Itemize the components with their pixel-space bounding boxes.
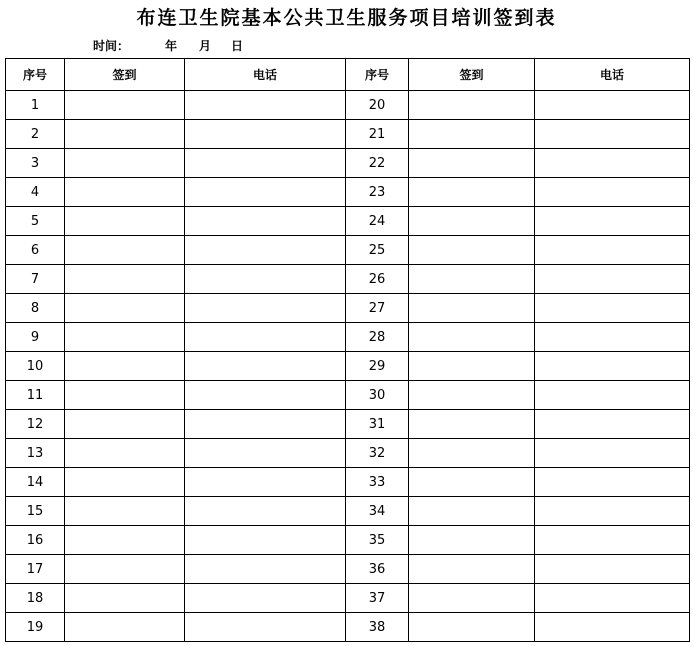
- signature-cell-left[interactable]: [65, 381, 185, 410]
- date-label: 时间：: [93, 39, 130, 53]
- seq-cell-right: 26: [346, 265, 409, 294]
- signature-cell-right[interactable]: [409, 439, 535, 468]
- signature-cell-right[interactable]: [409, 149, 535, 178]
- seq-cell-right: 29: [346, 352, 409, 381]
- phone-cell-right[interactable]: [535, 439, 690, 468]
- signature-cell-right[interactable]: [409, 352, 535, 381]
- phone-cell-left[interactable]: [185, 555, 346, 584]
- header-phone-left: 电话: [185, 59, 346, 91]
- signature-cell-left[interactable]: [65, 468, 185, 497]
- signature-cell-left[interactable]: [65, 439, 185, 468]
- year-label: 年: [165, 39, 178, 53]
- signature-cell-left[interactable]: [65, 91, 185, 120]
- seq-cell-left: 9: [6, 323, 65, 352]
- phone-cell-right[interactable]: [535, 381, 690, 410]
- phone-cell-right[interactable]: [535, 149, 690, 178]
- table-row: [6, 178, 690, 207]
- signature-cell-left[interactable]: [65, 555, 185, 584]
- signature-cell-left[interactable]: [65, 207, 185, 236]
- seq-cell-left: 6: [6, 236, 65, 265]
- phone-cell-right[interactable]: [535, 613, 690, 642]
- signature-cell-left[interactable]: [65, 526, 185, 555]
- phone-cell-right[interactable]: [535, 323, 690, 352]
- signature-cell-right[interactable]: [409, 526, 535, 555]
- phone-cell-right[interactable]: [535, 526, 690, 555]
- phone-cell-right[interactable]: [535, 178, 690, 207]
- seq-cell-right: 37: [346, 584, 409, 613]
- table-row: [6, 381, 690, 410]
- seq-cell-left: 18: [6, 584, 65, 613]
- signature-cell-right[interactable]: [409, 207, 535, 236]
- signature-cell-left[interactable]: [65, 120, 185, 149]
- header-seq-right: 序号: [346, 59, 409, 91]
- sign-in-table: [5, 58, 690, 642]
- phone-cell-left[interactable]: [185, 497, 346, 526]
- table-row: [6, 236, 690, 265]
- signature-cell-right[interactable]: [409, 323, 535, 352]
- table-row: [6, 120, 690, 149]
- seq-cell-right: 27: [346, 294, 409, 323]
- table-row: [6, 439, 690, 468]
- signature-cell-left[interactable]: [65, 236, 185, 265]
- table-row: [6, 207, 690, 236]
- signature-cell-right[interactable]: [409, 381, 535, 410]
- seq-cell-right: 36: [346, 555, 409, 584]
- signature-cell-left[interactable]: [65, 294, 185, 323]
- phone-cell-left[interactable]: [185, 584, 346, 613]
- header-seq-left: 序号: [6, 59, 65, 91]
- phone-cell-left[interactable]: [185, 613, 346, 642]
- header-signature-left: 签到: [65, 59, 185, 91]
- phone-cell-right[interactable]: [535, 265, 690, 294]
- seq-cell-right: 28: [346, 323, 409, 352]
- phone-cell-right[interactable]: [535, 91, 690, 120]
- seq-cell-left: 7: [6, 265, 65, 294]
- seq-cell-left: 19: [6, 613, 65, 642]
- seq-cell-left: 5: [6, 207, 65, 236]
- table-row: [6, 91, 690, 120]
- seq-cell-right: 23: [346, 178, 409, 207]
- phone-cell-left[interactable]: [185, 526, 346, 555]
- table-row: [6, 410, 690, 439]
- phone-cell-left[interactable]: [185, 439, 346, 468]
- header-row: [6, 59, 690, 91]
- seq-cell-left: 11: [6, 381, 65, 410]
- phone-cell-left[interactable]: [185, 468, 346, 497]
- seq-cell-left: 4: [6, 178, 65, 207]
- page-title: 布连卫生院基本公共卫生服务项目培训签到表: [136, 7, 557, 29]
- seq-cell-left: 8: [6, 294, 65, 323]
- seq-cell-left: 15: [6, 497, 65, 526]
- signature-cell-left[interactable]: [65, 323, 185, 352]
- seq-cell-left: 17: [6, 555, 65, 584]
- phone-cell-left[interactable]: [185, 207, 346, 236]
- signature-cell-left[interactable]: [65, 178, 185, 207]
- phone-cell-right[interactable]: [535, 497, 690, 526]
- phone-cell-left[interactable]: [185, 120, 346, 149]
- table-row: [6, 526, 690, 555]
- table-row: [6, 613, 690, 642]
- phone-cell-right[interactable]: [535, 468, 690, 497]
- phone-cell-left[interactable]: [185, 236, 346, 265]
- phone-cell-right[interactable]: [535, 236, 690, 265]
- phone-cell-left[interactable]: [185, 149, 346, 178]
- phone-cell-left[interactable]: [185, 265, 346, 294]
- seq-cell-right: 25: [346, 236, 409, 265]
- signature-cell-right[interactable]: [409, 584, 535, 613]
- phone-cell-right[interactable]: [535, 555, 690, 584]
- signature-cell-right[interactable]: [409, 294, 535, 323]
- header-signature-right: 签到: [409, 59, 535, 91]
- table-body: [6, 91, 690, 642]
- seq-cell-right: 38: [346, 613, 409, 642]
- table-row: [6, 323, 690, 352]
- table-row: [6, 352, 690, 381]
- table-row: [6, 149, 690, 178]
- signature-cell-right[interactable]: [409, 236, 535, 265]
- table-row: [6, 265, 690, 294]
- seq-cell-right: 35: [346, 526, 409, 555]
- phone-cell-right[interactable]: [535, 120, 690, 149]
- seq-cell-left: 16: [6, 526, 65, 555]
- signature-cell-left[interactable]: [65, 497, 185, 526]
- phone-cell-right[interactable]: [535, 352, 690, 381]
- seq-cell-right: 30: [346, 381, 409, 410]
- phone-cell-right[interactable]: [535, 584, 690, 613]
- signature-cell-right[interactable]: [409, 178, 535, 207]
- phone-cell-right[interactable]: [535, 294, 690, 323]
- seq-cell-right: 32: [346, 439, 409, 468]
- signature-cell-right[interactable]: [409, 410, 535, 439]
- table-row: [6, 584, 690, 613]
- signature-cell-left[interactable]: [65, 410, 185, 439]
- signature-cell-left[interactable]: [65, 265, 185, 294]
- seq-cell-right: 31: [346, 410, 409, 439]
- signature-cell-left[interactable]: [65, 584, 185, 613]
- signature-cell-right[interactable]: [409, 120, 535, 149]
- seq-cell-left: 13: [6, 439, 65, 468]
- table-row: [6, 294, 690, 323]
- signature-cell-left[interactable]: [65, 613, 185, 642]
- signature-cell-right[interactable]: [409, 497, 535, 526]
- seq-cell-left: 1: [6, 91, 65, 120]
- table-row: [6, 555, 690, 584]
- signature-cell-right[interactable]: [409, 613, 535, 642]
- table-row: [6, 468, 690, 497]
- seq-cell-left: 14: [6, 468, 65, 497]
- signature-cell-right[interactable]: [409, 265, 535, 294]
- seq-cell-right: 21: [346, 120, 409, 149]
- phone-cell-left[interactable]: [185, 294, 346, 323]
- seq-cell-right: 33: [346, 468, 409, 497]
- seq-cell-right: 34: [346, 497, 409, 526]
- signature-cell-right[interactable]: [409, 91, 535, 120]
- seq-cell-right: 20: [346, 91, 409, 120]
- header-phone-right: 电话: [535, 59, 690, 91]
- signature-cell-left[interactable]: [65, 149, 185, 178]
- signature-cell-right[interactable]: [409, 555, 535, 584]
- signature-cell-right[interactable]: [409, 468, 535, 497]
- phone-cell-left[interactable]: [185, 381, 346, 410]
- seq-cell-right: 24: [346, 207, 409, 236]
- phone-cell-right[interactable]: [535, 207, 690, 236]
- phone-cell-left[interactable]: [185, 323, 346, 352]
- day-label: 日: [231, 39, 244, 53]
- month-label: 月: [199, 39, 212, 53]
- seq-cell-left: 3: [6, 149, 65, 178]
- phone-cell-left[interactable]: [185, 91, 346, 120]
- seq-cell-left: 12: [6, 410, 65, 439]
- table-row: [6, 497, 690, 526]
- phone-cell-left[interactable]: [185, 352, 346, 381]
- phone-cell-left[interactable]: [185, 178, 346, 207]
- phone-cell-left[interactable]: [185, 410, 346, 439]
- signature-cell-left[interactable]: [65, 352, 185, 381]
- seq-cell-left: 2: [6, 120, 65, 149]
- seq-cell-left: 10: [6, 352, 65, 381]
- phone-cell-right[interactable]: [535, 410, 690, 439]
- seq-cell-right: 22: [346, 149, 409, 178]
